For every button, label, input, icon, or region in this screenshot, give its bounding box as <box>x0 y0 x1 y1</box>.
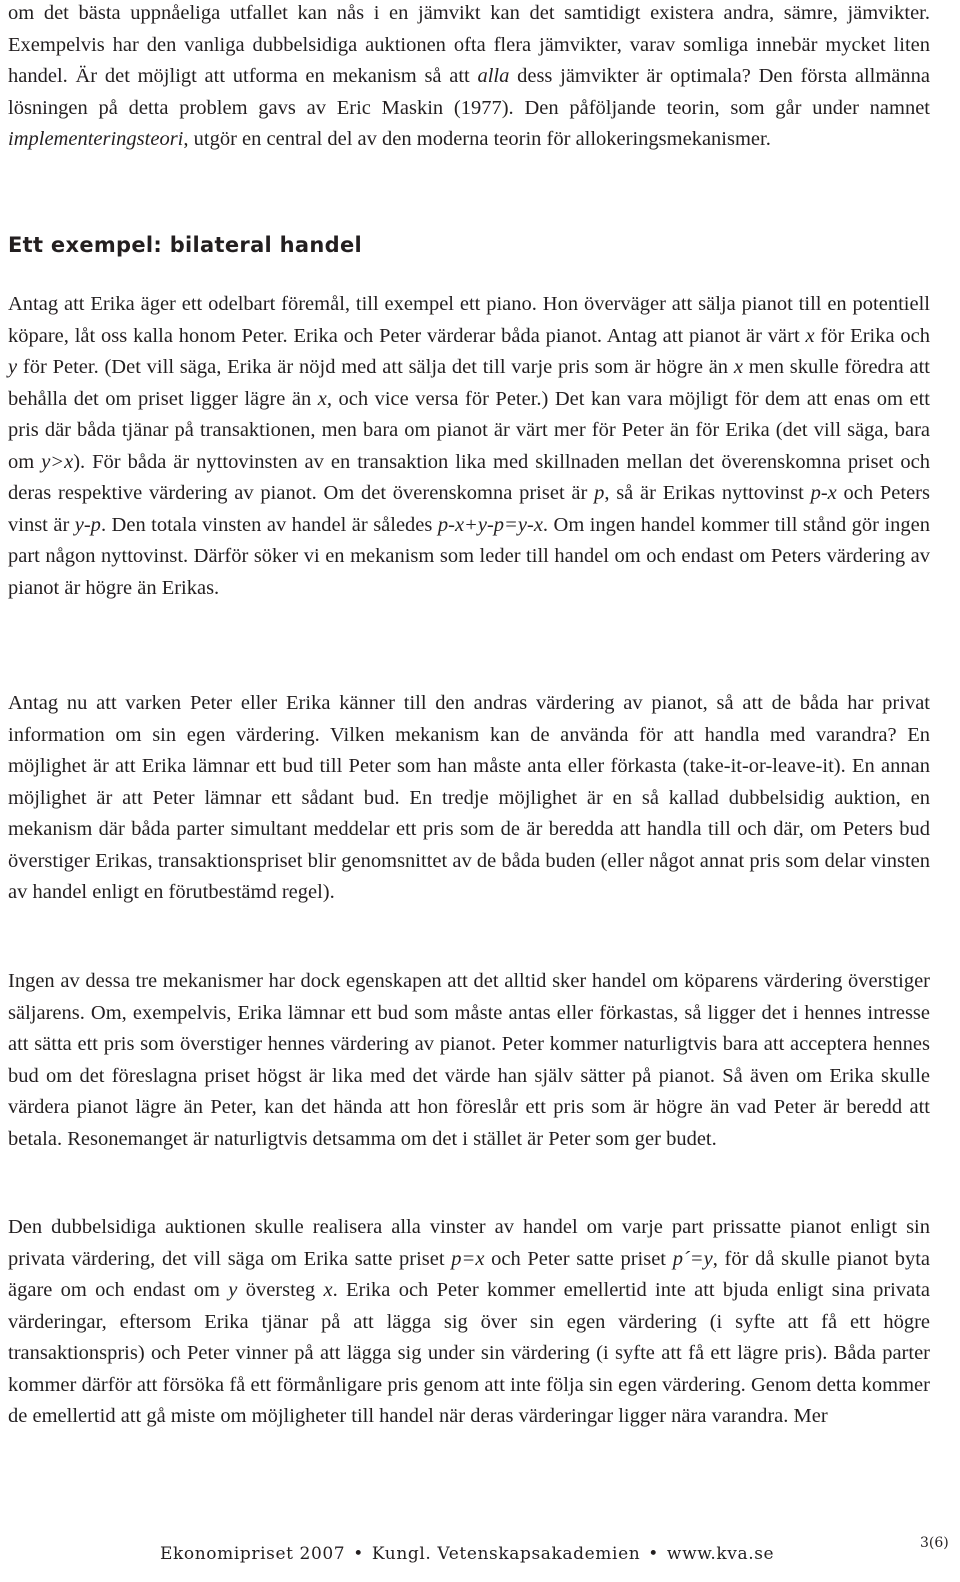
intro-paragraph: om det bästa uppnåeliga utfallet kan nås i en jämvikt kan det samtidigt existera andra, sämre, jämvikter. Exempelvis har den vanliga dubbelsidiga auktionen ofta flera jämvikter, varav somliga innebär mycket liten handel. Är det möjligt att utforma en mekanism så att alla dess jämvikter är optimala? Den första allmänna lösningen på detta problem gavs av Eric Maskin (1977). Den påföljande teorin, som går under namnet implementeringsteori, utgör en central del av den moderna teorin för allokeringsmekanismer. <box>8 2 931 150</box>
italic-term: p-x+y-p=y-x <box>437 513 543 536</box>
section-heading: Ett exempel: bilateral handel <box>8 233 362 257</box>
italic-term: p´=y <box>672 1247 713 1270</box>
italic-term: alla <box>477 65 510 87</box>
paragraph-private-information: Antag nu att varken Peter eller Erika känner till den andras värdering av pianot, så att de båda har privat information om sin egen värdering. Vilken mekanism kan de använda för att handla med varandra? En möjlighet är att Erika lämnar ett bud till Peter som han måste anta eller förkasta (take-it-or-leave-it). En annan möjlighet är att Peter lämnar ett sådant bud. En tredje möjlighet är en så kallad dubbelsidig auktion, en mekanism där båda parter simultant meddelar ett pris som de är beredda att handla till och där, om Peters bud överstiger Erikas, transaktionspriset blir genomsnittet av de båda buden (eller något annat pris som delar vinsten av handel enligt en förutbestämd regel). <box>8 692 930 903</box>
italic-term: x <box>323 1279 333 1301</box>
italic-term: y <box>228 1279 238 1301</box>
paragraph-mechanisms: Ingen av dessa tre mekanismer har dock egenskapen att det alltid sker handel om köparens värdering överstiger säljarens. Om, exempelvis, Erika lämnar ett bud som måste antas eller förkastas, så ligger det i hennes intresse att sätta ett pris som överstiger hennes värdering av pianot. Peter kommer naturligtvis bara att acceptera hennes bud om det föreslagna priset högst är lika med det värde han själv sätter på pianot. Så även om Erika skulle värdera pianot lägre än Peter, kan det hända att hon föreslår ett pris som är högre än vad Peter är beredd att betala. Resonemanget är naturligtvis detsamma om det i stället är Peter som ger budet. <box>8 970 930 1150</box>
italic-term: x <box>805 324 815 347</box>
italic-term: p <box>594 482 605 504</box>
page-number: 3(6) <box>920 1535 949 1551</box>
paragraph-double-auction: Den dubbelsidiga auktionen skulle realisera alla vinster av handel om varje part prissatte pianot enligt sin privata värdering, det vill säga om Erika satte priset p=x och Peter satte priset p´=y, för då skulle pianot byta ägare om och endast om y översteg x. Erika och Peter kommer emellertid inte att bjuda enligt sina privata värderingar, eftersom Erika tjänar på att lägga sig över sin egen värdering (i syfte att få ett högre transaktionspris) och Peter vinner på att lägga sig under sin värdering (i syfte att få ett lägre pris). Båda parter kommer därför att försöka få ett förmånligare pris genom att inte följa sin egen värdering. Genom detta kommer de emellertid att gå miste om möjligheter till handel när deras värderingar ligger nära varandra. Mer <box>8 1216 930 1427</box>
italic-term: implementeringsteori <box>8 128 184 150</box>
footer-academy: Kungl. Vetenskapsakademien <box>371 1544 641 1564</box>
italic-term: x <box>317 387 327 410</box>
footer-prize: Ekonomipriset 2007 <box>160 1544 346 1564</box>
footer-bullet: • <box>648 1544 659 1564</box>
page-footer <box>160 1544 774 1564</box>
italic-term: x <box>733 356 743 378</box>
italic-term: y-p <box>74 513 101 536</box>
italic-term: y>x <box>41 450 74 473</box>
italic-term: p-x <box>810 482 837 504</box>
italic-term: y <box>8 356 18 378</box>
paragraph-piano-example: Antag att Erika äger ett odelbart föremål, till exempel ett piano. Hon överväger att sälja pianot till en potentiell köpare, låt oss kalla honom Peter. Erika och Peter värderar båda pianot. Antag att pianot är värt x för Erika och y för Peter. (Det vill säga, Erika är nöjd med att sälja det till varje pris som är högre än x men skulle föredra att behålla det om priset ligger lägre än x, och vice versa för Peter.) Det kan vara möjligt för dem att enas om ett pris där båda tjänar på transaktionen, men bara om pianot är värt mer för Peter än för Erika (det vill säga, bara om y>x). För båda är nyttovinsten av en transaktion lika med skillnaden mellan det överenskomna priset och deras respektive värdering av pianot. Om det överenskomna priset är p, så är Erikas nyttovinst p-x och Peters vinst är y-p. Den totala vinsten av handel är således p-x+y-p=y-x. Om ingen handel kommer till stånd gör ingen part någon nyttovinst. Därför söker vi en mekanism som leder till handel om och endast om Peters värdering av pianot är högre än Erikas. <box>8 293 931 599</box>
footer-bullet: • <box>353 1544 364 1564</box>
italic-term: p=x <box>451 1247 485 1270</box>
footer-website-link[interactable]: www.kva.se <box>666 1544 775 1564</box>
